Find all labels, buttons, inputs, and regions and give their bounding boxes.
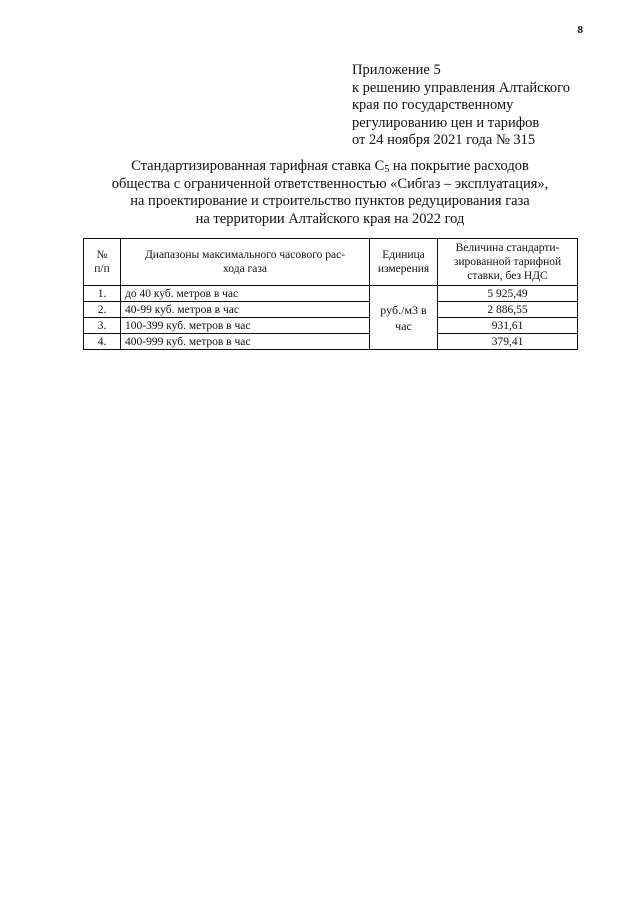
appendix-line: от 24 ноября 2021 года № 315 bbox=[352, 132, 536, 148]
row-value: 379,41 bbox=[438, 334, 578, 350]
header-value-line: ставки, без НДС bbox=[467, 270, 548, 282]
header-number bbox=[84, 239, 121, 286]
header-unit-line: Единица bbox=[382, 249, 425, 261]
appendix-line: к решению управления Алтайского bbox=[352, 79, 571, 96]
title-subscript: 5 bbox=[384, 164, 390, 175]
header-range bbox=[121, 239, 370, 286]
table-row bbox=[84, 334, 578, 350]
row-number: 4. bbox=[84, 334, 121, 350]
table-row bbox=[84, 286, 578, 302]
header-range-line: хода газа bbox=[222, 263, 268, 275]
row-number: 1. bbox=[84, 286, 121, 302]
row-number: 3. bbox=[84, 318, 121, 334]
row-range: 40-99 куб. метров в час bbox=[121, 302, 370, 318]
header-value bbox=[438, 239, 578, 286]
header-unit bbox=[370, 239, 438, 286]
header-number-line: № bbox=[96, 249, 108, 261]
title-line-4: на территории Алтайского края на 2022 год bbox=[195, 210, 465, 227]
table-header-row bbox=[84, 239, 578, 286]
header-range-line: Диапазоны максимального часового рас- bbox=[144, 249, 346, 261]
row-range: до 40 куб. метров в час bbox=[121, 286, 370, 302]
header-unit-line: измерения bbox=[377, 263, 430, 275]
unit-line: руб./м3 в bbox=[380, 302, 427, 317]
header-number-line: п/п bbox=[94, 263, 110, 275]
title-line-1-prefix: Стандартизированная тарифная ставка С bbox=[131, 158, 385, 174]
row-value: 931,61 bbox=[438, 318, 578, 334]
table-row bbox=[84, 318, 578, 334]
row-value: 2 886,55 bbox=[438, 302, 578, 318]
document-title bbox=[60, 158, 600, 228]
header-value-line: Величина стандарти- bbox=[455, 242, 560, 254]
row-range: 100-399 куб. метров в час bbox=[121, 318, 370, 334]
appendix-line: Приложение 5 bbox=[352, 62, 441, 78]
tariff-table bbox=[83, 238, 578, 350]
unit-cell bbox=[370, 286, 438, 350]
title-line-2: общества с ограниченной ответственностью «Сибгаз – эксплуатация», bbox=[111, 175, 549, 192]
appendix-line: края по государственному bbox=[352, 97, 514, 113]
row-range: 400-999 куб. метров в час bbox=[121, 334, 370, 350]
header-value-line: зированной тарифной bbox=[453, 256, 562, 268]
page-number: 8 bbox=[577, 24, 583, 36]
title-line-3: на проектирование и строительство пунктов редуцирования газа bbox=[130, 193, 530, 209]
unit-line: час bbox=[395, 318, 412, 333]
appendix-block bbox=[352, 62, 602, 150]
row-value: 5 925,49 bbox=[438, 286, 578, 302]
appendix-line: регулированию цен и тарифов bbox=[352, 114, 540, 131]
title-line-1-suffix: на покрытие расходов bbox=[389, 158, 529, 174]
row-number: 2. bbox=[84, 302, 121, 318]
table-row bbox=[84, 302, 578, 318]
title-line-1 bbox=[60, 158, 600, 176]
